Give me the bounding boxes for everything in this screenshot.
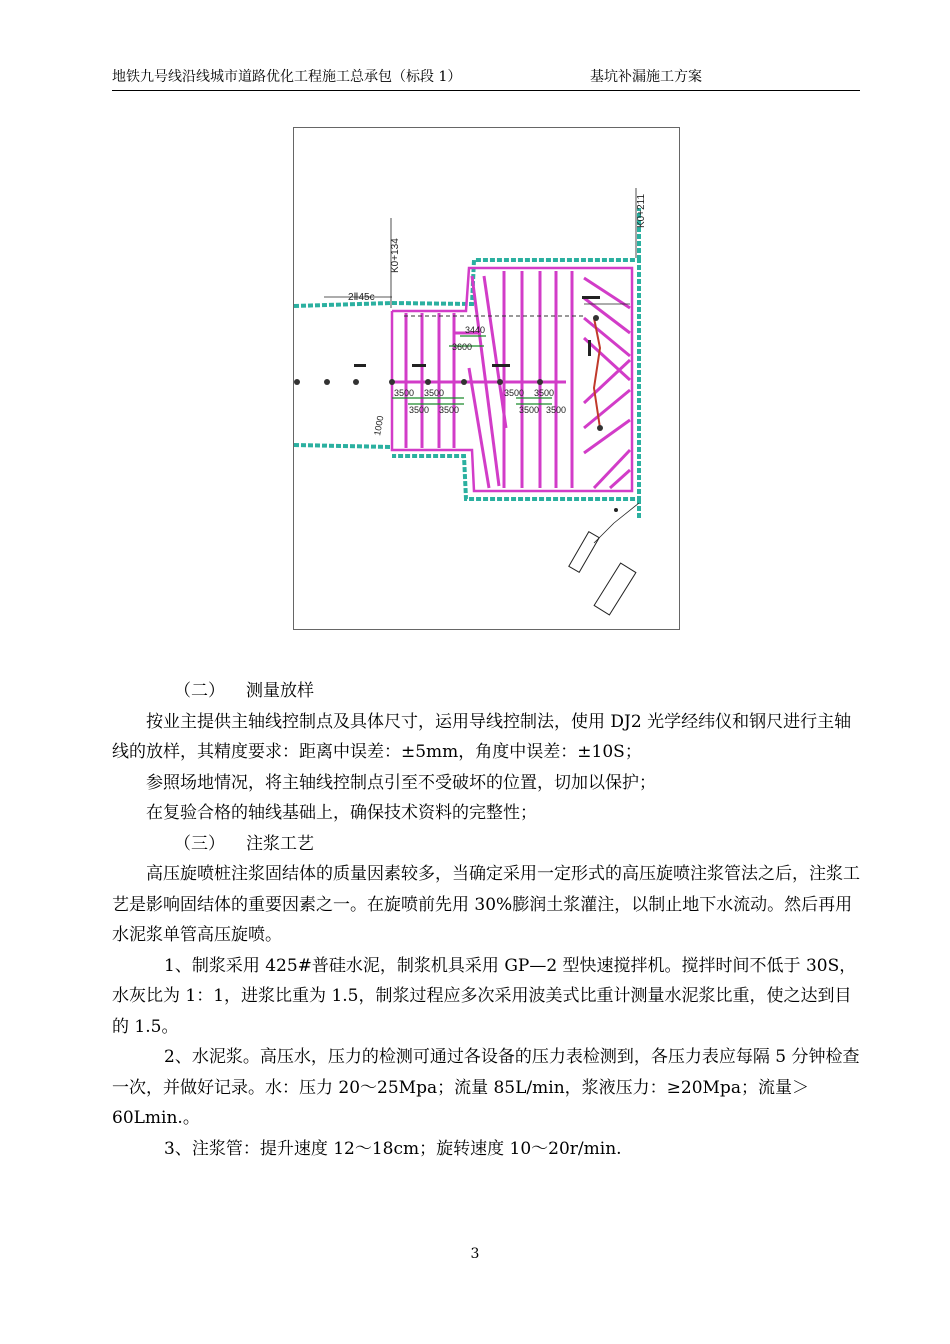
section2-title: 测量放样 xyxy=(246,681,314,701)
misc-markers xyxy=(354,296,618,512)
section3-paragraph-1: 高压旋喷桩注浆固结体的质量因素较多，当确定采用一定形式的高压旋喷注浆管法之后，注浆工艺是影响固结体的重要因素之一。在旋喷前先用 30%膨润土浆灌注，以制止地下水流动。然后再用水泥浆单管高压旋喷。 xyxy=(112,864,860,945)
dim-row1-a: 3500 xyxy=(394,388,415,398)
section3-item-1: 1、制浆采用 425#普硅水泥，制浆机具采用 GP—2 型快速搅拌机。搅拌时间不低于 30S，水灰比为 1：1，进浆比重为 1.5，制浆过程应多次采用波美式比重计测量水泥浆比重，使之达到目的 1.5。 xyxy=(112,955,857,1037)
pipe-label: 2Ⅱ45c xyxy=(348,292,375,303)
dim-row2-b: 3500 xyxy=(439,405,460,415)
dim-row2-d: 3500 xyxy=(546,405,567,415)
section2-heading xyxy=(112,676,862,707)
page-header xyxy=(112,64,860,91)
station-right-label: K0+211 xyxy=(636,193,647,228)
section2-paragraph-3: 在复验合格的轴线基础上，确保技术资料的完整性； xyxy=(146,803,537,823)
dim-vertical: 1000 xyxy=(372,414,386,437)
section2-number: （二） xyxy=(174,681,225,701)
header-doc-title: 基坑补漏施工方案 xyxy=(590,69,702,85)
dim-row2-c: 3500 xyxy=(519,405,540,415)
dim-row2-a: 3500 xyxy=(409,405,430,415)
dim-row1-b: 3500 xyxy=(424,388,445,398)
dim-row1-d: 3500 xyxy=(534,388,555,398)
section3-item-2: 2、水泥浆。高压水，压力的检测可通过各设备的压力表检测到，各压力表应每隔 5 分钟检查一次，并做好记录。水：压力 20～25Mpa；流量 85L/min，浆液压力：≥20Mpa；流量＞60Lmin.。 xyxy=(112,1047,860,1128)
foundation-pit-drawing xyxy=(293,127,680,630)
station-left-label: K0+134 xyxy=(390,238,401,273)
section3-title: 注浆工艺 xyxy=(246,833,314,854)
section3-number: （三） xyxy=(174,833,225,854)
legend-boxes xyxy=(569,532,636,615)
section2-paragraph-1: 按业主提供主轴线控制点及具体尺寸，运用导线控制法，使用 DJ2 光学经纬仪和钢尺进行主轴线的放样，其精度要求：距离中误差：±5mm，角度中误差：±10S； xyxy=(112,711,852,762)
dim-top-1: 3440 xyxy=(465,325,486,335)
section3-heading xyxy=(112,829,862,860)
right-column xyxy=(594,318,600,428)
drawing-svg xyxy=(294,128,679,629)
header-project-title: 地铁九号线沿线城市道路优化工程施工总承包（标段 1） xyxy=(112,69,462,85)
retaining-wall xyxy=(294,208,639,518)
dim-top-2: 3600 xyxy=(452,342,473,352)
dim-row1-c: 3500 xyxy=(504,388,525,398)
body-content xyxy=(112,676,862,1164)
section3-item-3: 3、注浆管：提升速度 12～18cm；旋转速度 10～20r/min. xyxy=(164,1138,622,1159)
page-number: 3 xyxy=(470,1246,480,1262)
section2-paragraph-2: 参照场地情况，将主轴线控制点引至不受破坏的位置，切加以保护； xyxy=(146,772,656,793)
